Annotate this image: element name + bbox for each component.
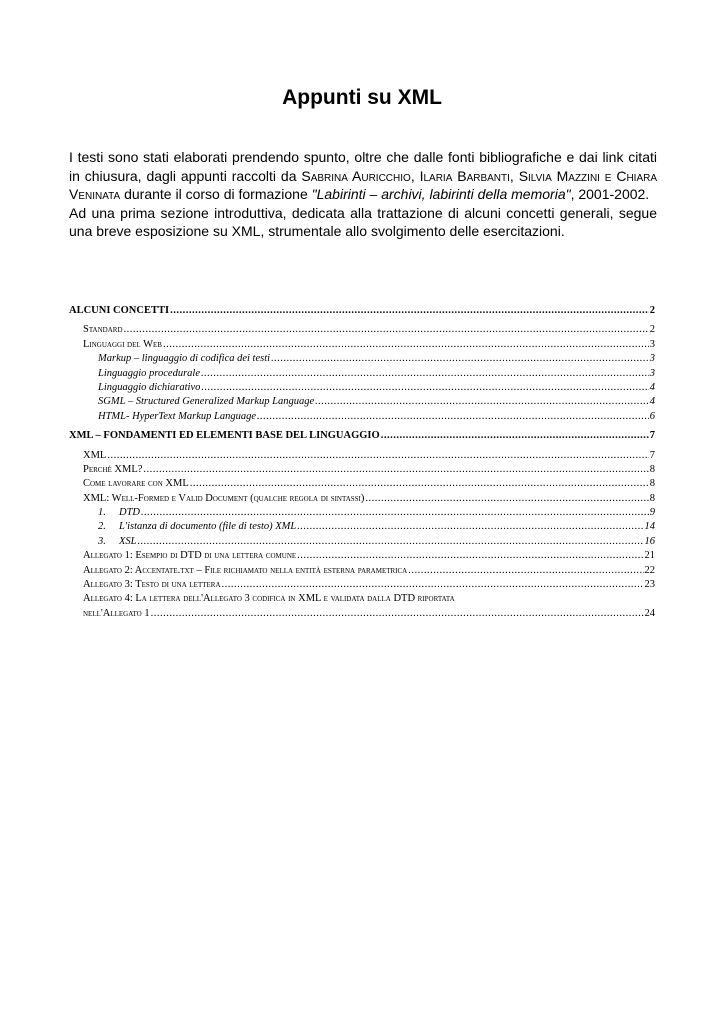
toc-page: 8	[649, 478, 655, 490]
toc-entry[interactable]	[69, 323, 655, 337]
toc-entry[interactable]	[69, 304, 655, 318]
toc-leader	[365, 492, 648, 506]
toc-page: 3	[649, 338, 655, 350]
toc-label: XML	[83, 449, 107, 461]
toc-label: Allegato 3: Testo di una lettera	[83, 579, 221, 591]
toc-leader	[170, 304, 649, 318]
table-of-contents	[69, 304, 655, 621]
toc-entry[interactable]	[69, 352, 655, 366]
toc-page: 2	[649, 324, 655, 336]
toc-page: 3	[649, 353, 655, 365]
toc-leader	[190, 477, 649, 491]
toc-entry[interactable]	[69, 578, 655, 592]
toc-page: 21	[644, 550, 655, 562]
intro-paragraph-2: Ad una prima sezione introduttiva, dedicata alla trattazione di alcuni concetti generali, segue una breve esposizione su XML, strumentale allo svolgimento delle esercitazioni.	[69, 204, 657, 239]
toc-entry[interactable]	[69, 520, 655, 534]
intro-text: , 2001-2002.	[570, 186, 650, 202]
toc-label	[98, 520, 296, 534]
toc-leader	[141, 506, 649, 520]
toc-page: 14	[644, 521, 655, 533]
toc-entry[interactable]	[69, 381, 655, 395]
toc-number: 2.	[98, 521, 106, 533]
toc-leader	[271, 352, 649, 366]
toc-label-text: XSL	[119, 535, 137, 547]
toc-page: 8	[649, 492, 655, 504]
toc-leader	[201, 367, 649, 381]
toc-label: ALCUNI CONCETTI	[69, 305, 170, 316]
toc-leader	[297, 520, 643, 534]
toc-leader	[143, 463, 648, 477]
toc-leader	[138, 535, 644, 549]
toc-label: Markup – linguaggio di codifica dei testi	[98, 353, 271, 365]
toc-page: 7	[649, 430, 655, 442]
toc-page: 16	[644, 535, 655, 547]
toc-entry[interactable]	[69, 410, 655, 424]
toc-label: Allegato 1: Esempio di DTD di una lettera comune	[83, 550, 297, 562]
intro-paragraph-1	[69, 148, 657, 204]
toc-page: 4	[649, 381, 655, 393]
toc-page: 22	[644, 564, 655, 576]
toc-label: XML: Well-Formed e Valid Document (qualche regola di sintassi)	[83, 492, 365, 504]
toc-page: 2	[649, 305, 655, 316]
toc-leader	[124, 323, 649, 337]
toc-page: 8	[649, 463, 655, 475]
toc-entry[interactable]	[69, 463, 655, 477]
toc-label: Come lavorare con XML	[83, 478, 189, 490]
intro-text: I testi sono stati elaborati prendendo spunto, oltre che dalle fonti bibliografiche e dai link citati in chiusura, dagli appunti raccolti da	[69, 149, 657, 184]
toc-page: 24	[644, 607, 655, 619]
toc-page: 4	[649, 396, 655, 408]
toc-label	[98, 535, 137, 549]
toc-entry[interactable]	[69, 477, 655, 491]
toc-label: Linguaggi del Web	[83, 338, 162, 350]
toc-label: Allegato 2: Accentate.txt – File richiamato nella entità esterna parametrica	[83, 564, 408, 576]
toc-leader	[201, 381, 648, 395]
introduction	[69, 148, 657, 241]
toc-leader	[315, 395, 649, 409]
toc-number: 1.	[98, 507, 106, 519]
toc-page: 9	[649, 507, 655, 519]
author-name: Ilaria Barbanti	[419, 167, 510, 184]
toc-label: Linguaggio dichiarativo	[98, 381, 201, 393]
toc-entry[interactable]	[69, 535, 655, 549]
toc-leader	[222, 578, 644, 592]
toc-label-text: L'istanza di documento (file di testo) XML	[119, 521, 297, 533]
toc-number: 3.	[98, 535, 106, 547]
toc-label: nell'Allegato 1	[83, 607, 150, 619]
toc-entry[interactable]	[69, 564, 655, 578]
toc-page: 7	[649, 449, 655, 461]
toc-entry[interactable]	[69, 338, 655, 352]
toc-label: HTML- HyperText Markup Language	[98, 410, 256, 422]
toc-leader	[257, 410, 649, 424]
toc-entry[interactable]	[69, 395, 655, 409]
intro-text: durante il corso di formazione	[120, 186, 312, 202]
toc-label: XML – FONDAMENTI ED ELEMENTI BASE DEL LINGUAGGIO	[69, 430, 380, 442]
toc-entry[interactable]	[69, 549, 655, 563]
toc-entry[interactable]	[69, 367, 655, 381]
toc-leader	[408, 564, 643, 578]
separator: ,	[509, 167, 519, 184]
toc-leader	[107, 449, 648, 463]
toc-page: 3	[649, 367, 655, 379]
toc-label: SGML – Structured Generalized Markup Language	[98, 396, 315, 408]
course-title: "Labirinti – archivi, labirinti della memoria"	[311, 186, 571, 202]
toc-page: 23	[644, 579, 655, 591]
toc-entry[interactable]	[69, 506, 655, 520]
toc-entry[interactable]	[69, 429, 655, 443]
toc-entry[interactable]	[69, 449, 655, 463]
toc-page: 6	[649, 410, 655, 422]
toc-label: Perché XML?	[83, 463, 143, 475]
toc-leader	[163, 338, 649, 352]
toc-entry[interactable]	[69, 592, 655, 621]
toc-entry[interactable]	[69, 492, 655, 506]
toc-label	[98, 506, 140, 520]
toc-label: Standard	[83, 324, 123, 336]
separator: ,	[410, 167, 420, 184]
toc-leader	[381, 429, 649, 443]
author-name: Silvia Mazzini e Chiara Veninata	[69, 167, 658, 202]
document-title: Appunti su XML	[282, 86, 442, 109]
toc-leader	[297, 549, 643, 563]
toc-label-text: DTD	[119, 507, 141, 519]
toc-label: Linguaggio procedurale	[98, 367, 200, 379]
author-name: Sabrina Auricchio	[301, 167, 411, 184]
toc-entry-continuation	[83, 607, 655, 621]
toc-leader	[151, 607, 644, 621]
toc-label: Allegato 4: La lettera dell'Allegato 3 codifica in XML e validata dalla DTD riportata	[83, 593, 455, 605]
